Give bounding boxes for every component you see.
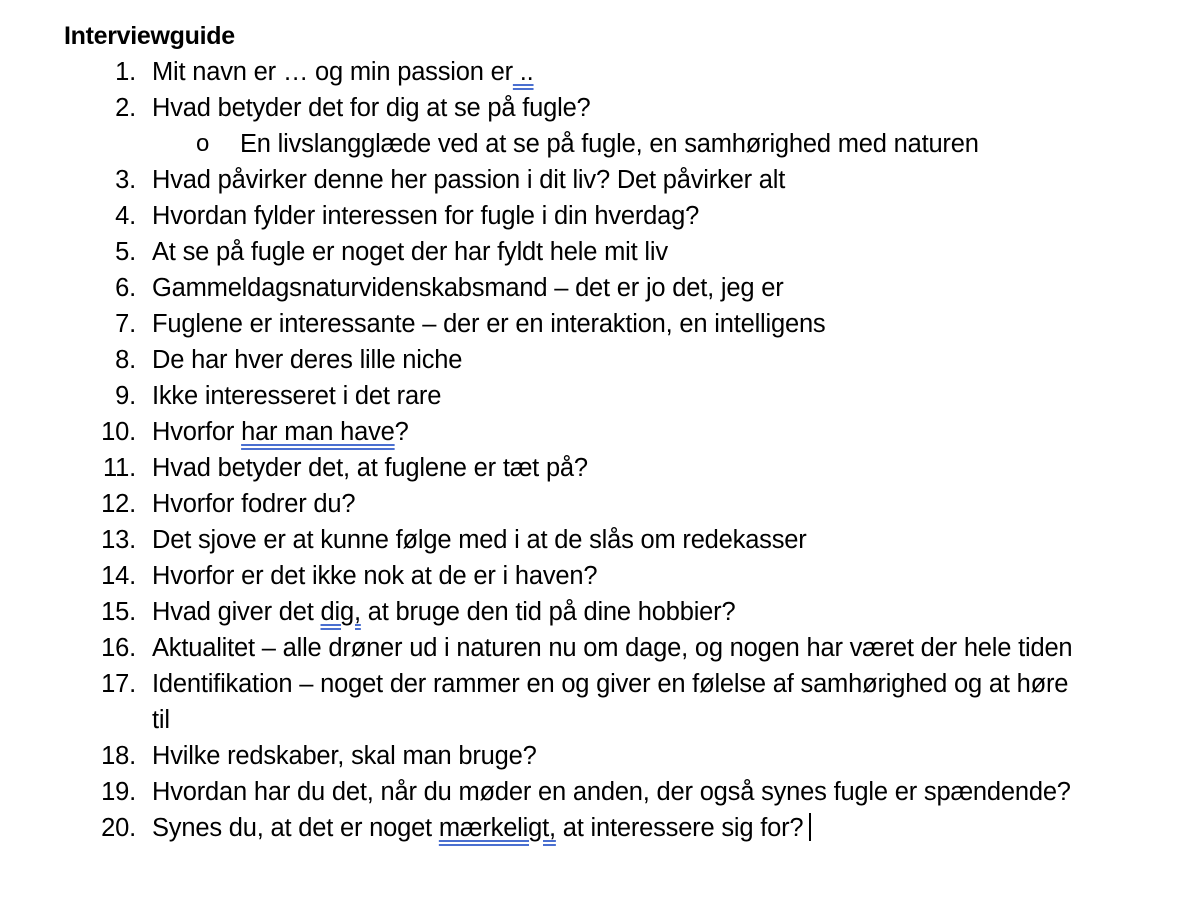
text-segment: Hvorfor: [152, 418, 242, 446]
list-item: [0, 774, 1200, 810]
list-item-text[interactable]: [152, 342, 462, 378]
list-item-number: 2.: [115, 94, 136, 122]
text-segment: Mit navn er … og min passion er: [152, 58, 513, 86]
text-segment: Hvad giver det: [152, 598, 321, 626]
text-segment: at bruge den tid på dine hobbier?: [360, 598, 736, 626]
list-item-text[interactable]: [152, 162, 785, 198]
list-item-text[interactable]: [152, 594, 735, 630]
document-title: Interviewguide: [64, 22, 235, 50]
list-item-text[interactable]: [152, 270, 784, 306]
list-item: [0, 450, 1200, 486]
list-item-text[interactable]: [152, 306, 826, 342]
text-segment: at interessere sig for?: [555, 814, 804, 842]
continuation-text[interactable]: til: [152, 706, 170, 734]
list-item-text[interactable]: [152, 486, 355, 522]
list-item: [0, 630, 1200, 666]
list-item-number: 13.: [101, 526, 136, 554]
text-segment: Ikke interesseret i det rare: [152, 382, 442, 410]
text-segment: Det sjove er at kunne følge med i at de slås om redekasser: [152, 526, 807, 554]
list-item: [0, 486, 1200, 522]
text-segment: At se på fugle er noget der har fyldt hele mit liv: [152, 238, 668, 266]
list-item-number: 20.: [101, 814, 136, 842]
list-item-continuation: [0, 702, 1200, 738]
list-item-number: 18.: [101, 742, 136, 770]
list-item-number: 5.: [115, 238, 136, 266]
list-item-text[interactable]: [152, 234, 668, 270]
text-segment: Aktualitet – alle drøner ud i naturen nu om dage, og nogen har været der hele tiden: [152, 634, 1073, 662]
list-item-number: 14.: [101, 562, 136, 590]
list-item: [0, 270, 1200, 306]
grammar-flagged-text[interactable]: mærkeligt,: [438, 814, 556, 842]
list-item-number: 10.: [101, 418, 136, 446]
list-item-number: 6.: [115, 274, 136, 302]
grammar-flagged-text[interactable]: dig,: [320, 598, 361, 626]
list-item-number: 16.: [101, 634, 136, 662]
grammar-flagged-text[interactable]: ..: [512, 58, 534, 86]
text-segment: Hvilke redskaber, skal man bruge?: [152, 742, 537, 770]
list-item: [0, 90, 1200, 126]
list-item-text[interactable]: [152, 450, 588, 486]
list-item: [0, 306, 1200, 342]
list-item-text[interactable]: [152, 738, 537, 774]
text-segment: Identifikation – noget der rammer en og giver en følelse af samhørighed og at høre: [152, 670, 1069, 698]
list-item-text[interactable]: [152, 54, 534, 90]
list-item-text[interactable]: [152, 666, 1068, 702]
text-cursor: [809, 813, 811, 841]
text-segment: Fuglene er interessante – der er en interaktion, en intelligens: [152, 310, 826, 338]
list-item: [0, 738, 1200, 774]
list-item-text[interactable]: [152, 90, 591, 126]
list-item-text[interactable]: [152, 774, 1071, 810]
list-item: [0, 810, 1200, 846]
list-item-number: 15.: [101, 598, 136, 626]
list-item-number: 3.: [115, 166, 136, 194]
list-item: [0, 234, 1200, 270]
list-item: [0, 414, 1200, 450]
list-item: [0, 558, 1200, 594]
text-segment: Hvad betyder det for dig at se på fugle?: [152, 94, 591, 122]
list-item: [0, 666, 1200, 702]
list-item: [0, 162, 1200, 198]
list-item-text[interactable]: [152, 810, 811, 846]
text-segment: ?: [394, 418, 409, 446]
list-item-text[interactable]: [152, 558, 597, 594]
list-item: [0, 522, 1200, 558]
list-item-number: 8.: [115, 346, 136, 374]
list-item-text[interactable]: [152, 198, 699, 234]
text-segment: Gammeldagsnaturvidenskabsmand – det er jo det, jeg er: [152, 274, 784, 302]
list-item-number: 19.: [101, 778, 136, 806]
list-item-text[interactable]: [152, 378, 441, 414]
list-item-number: 7.: [115, 310, 136, 338]
sub-bullet-item: [0, 126, 1200, 162]
text-segment: De har hver deres lille niche: [152, 346, 463, 374]
list-item-number: 1.: [115, 58, 136, 86]
interview-question-list: [0, 54, 1200, 846]
list-item: [0, 342, 1200, 378]
list-item: [0, 594, 1200, 630]
list-item: [0, 198, 1200, 234]
list-item-number: 9.: [115, 382, 136, 410]
list-item-number: 11.: [103, 454, 136, 482]
list-item-number: 17.: [101, 670, 136, 698]
list-item-text[interactable]: [152, 414, 409, 450]
text-segment: Hvordan har du det, når du møder en anden, der også synes fugle er spændende?: [152, 778, 1071, 806]
bullet-marker: o: [196, 130, 210, 157]
text-segment: Synes du, at det er noget: [152, 814, 439, 842]
text-segment: Hvad påvirker denne her passion i dit liv? Det påvirker alt: [152, 166, 786, 194]
grammar-flagged-text[interactable]: har man have: [241, 418, 395, 446]
list-item-text[interactable]: [152, 630, 1072, 666]
list-item-text[interactable]: [152, 522, 807, 558]
list-item-number: 12.: [101, 490, 136, 518]
list-item: [0, 54, 1200, 90]
list-item: [0, 378, 1200, 414]
text-segment: Hvorfor fodrer du?: [152, 490, 356, 518]
text-segment: Hvorfor er det ikke nok at de er i haven?: [152, 562, 598, 590]
sub-bullet-text[interactable]: En livslangglæde ved at se på fugle, en samhørighed med naturen: [240, 130, 979, 158]
text-segment: Hvordan fylder interessen for fugle i din hverdag?: [152, 202, 700, 230]
list-item-number: 4.: [115, 202, 136, 230]
text-segment: Hvad betyder det, at fuglene er tæt på?: [152, 454, 588, 482]
